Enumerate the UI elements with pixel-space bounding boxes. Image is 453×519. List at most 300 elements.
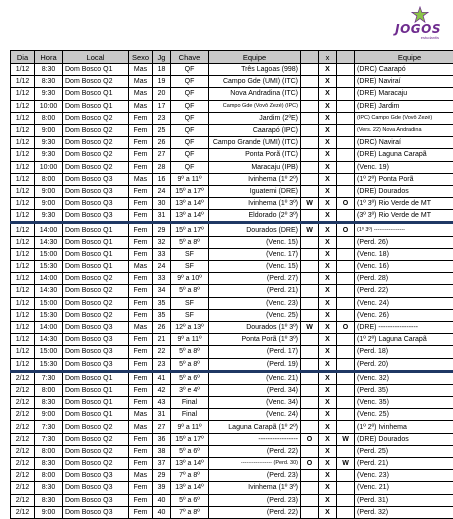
col-sexo-cell: Fem: [129, 124, 153, 136]
col-chave-cell: 5º a 8º: [171, 236, 209, 248]
col-equipe-a-cell: (Venc. 23): [209, 297, 301, 309]
col-chave-cell: QF: [171, 149, 209, 161]
col-equipe-a-cell: Jardim (2ºE): [209, 112, 301, 124]
col-x-cell: X: [319, 285, 337, 297]
col-dia-cell: 2/12: [11, 506, 35, 518]
col-jg-cell: 42: [153, 384, 171, 396]
col-equipe-a-cell: (Venc. 15): [209, 236, 301, 248]
col-score-a-cell: [301, 273, 319, 285]
col-hora-cell: 7:30: [35, 371, 63, 384]
col-hora-cell: 8:30: [35, 494, 63, 506]
col-equipe-a-cell: Ponta Porã (ITC): [209, 149, 301, 161]
col-score-b-cell: [337, 261, 355, 273]
col-hora-cell: 14:30: [35, 334, 63, 346]
col-chave-cell: Final: [171, 409, 209, 421]
col-local-cell: Dom Bosco Q2: [63, 124, 129, 136]
col-x-cell: X: [319, 409, 337, 421]
col-dia-cell: 1/12: [11, 358, 35, 371]
col-x-cell: X: [319, 506, 337, 518]
col-jg-cell: 39: [153, 482, 171, 494]
col-local-cell: Dom Bosco Q2: [63, 76, 129, 88]
col-sexo-cell: Mas: [129, 470, 153, 482]
col-equipe-b-cell: (Perd. 21): [355, 458, 453, 470]
col-score-a-cell: [301, 236, 319, 248]
col-equipe-a-cell: -----------------: [209, 433, 301, 445]
col-hora-cell: 7:30: [35, 433, 63, 445]
col-jg-header: Jg: [153, 51, 171, 64]
col-dia-cell: 1/12: [11, 236, 35, 248]
col-jg-cell: 35: [153, 309, 171, 321]
col-sexo-cell: Fem: [129, 248, 153, 260]
col-jg-cell: 29: [153, 470, 171, 482]
col-equipe-a-cell: (Venc. 25): [209, 309, 301, 321]
table-row: [11, 124, 453, 136]
col-equipe-b-cell: (Venc. 24): [355, 297, 453, 309]
col-sexo-cell: Fem: [129, 371, 153, 384]
col-equipe-a-cell: ----------------- (Perd. 30): [209, 458, 301, 470]
col-dia-cell: 1/12: [11, 64, 35, 76]
col-dia-cell: 1/12: [11, 198, 35, 210]
table-row: [11, 112, 453, 124]
col-score-b-cell: [337, 112, 355, 124]
col-hora-cell: 15:30: [35, 358, 63, 371]
col-equipe-b-cell: (1º 3º) -----------------: [355, 223, 453, 236]
col-equipe-a-cell: Laguna Carapã (1º 2º): [209, 421, 301, 433]
col-local-cell: Dom Bosco Q3: [63, 506, 129, 518]
col-equipe-b-cell: (1º 2º) Laguna Carapã: [355, 334, 453, 346]
col-jg-cell: 29: [153, 223, 171, 236]
col-x-cell: X: [319, 64, 337, 76]
col-hora-cell: 9:00: [35, 506, 63, 518]
col-local-cell: Dom Bosco Q2: [63, 297, 129, 309]
table-row: [11, 470, 453, 482]
col-equipe-b-cell: (DRE) Dourados: [355, 433, 453, 445]
col-score-b-header: [337, 51, 355, 64]
col-dia-cell: 1/12: [11, 309, 35, 321]
col-x-cell: X: [319, 321, 337, 333]
col-x-cell: X: [319, 421, 337, 433]
col-score-a-cell: [301, 137, 319, 149]
col-score-b-cell: [337, 334, 355, 346]
col-equipe-a-cell: Campo Gde (UMI) (ITC): [209, 76, 301, 88]
col-equipe-b-cell: (Perd. 28): [355, 273, 453, 285]
col-score-a-cell: [301, 371, 319, 384]
col-score-a-cell: [301, 112, 319, 124]
col-chave-cell: 9º a 11º: [171, 421, 209, 433]
col-chave-cell: 9º a 11º: [171, 334, 209, 346]
col-chave-cell: QF: [171, 112, 209, 124]
col-score-a-cell: [301, 346, 319, 358]
table-row: [11, 409, 453, 421]
col-sexo-cell: Fem: [129, 137, 153, 149]
col-equipe-b-cell: (Venc. 21): [355, 482, 453, 494]
col-chave-cell: 13º a 14º: [171, 198, 209, 210]
col-score-b-cell: [337, 358, 355, 371]
col-score-a-cell: W: [301, 198, 319, 210]
col-chave-cell: SF: [171, 261, 209, 273]
col-chave-cell: Final: [171, 397, 209, 409]
table-row: [11, 236, 453, 248]
col-hora-cell: 8:30: [35, 64, 63, 76]
col-equipe-a-cell: Dourados (1º 3º): [209, 321, 301, 333]
col-score-b-cell: [337, 185, 355, 197]
table-row: [11, 421, 453, 433]
col-hora-cell: 14:00: [35, 321, 63, 333]
col-dia-cell: 1/12: [11, 248, 35, 260]
col-equipe-b-cell: (Venc. 23): [355, 470, 453, 482]
col-x-cell: X: [319, 100, 337, 112]
col-dia-cell: 2/12: [11, 421, 35, 433]
table-row: [11, 223, 453, 236]
col-score-a-cell: [301, 88, 319, 100]
table-row: [11, 88, 453, 100]
table-row: [11, 100, 453, 112]
table-row: [11, 161, 453, 173]
col-dia-header: Dia: [11, 51, 35, 64]
col-local-cell: Dom Bosco Q3: [63, 494, 129, 506]
col-x-cell: X: [319, 384, 337, 396]
col-local-cell: Dom Bosco Q1: [63, 371, 129, 384]
col-dia-cell: 2/12: [11, 371, 35, 384]
col-score-b-cell: O: [337, 198, 355, 210]
col-sexo-cell: Fem: [129, 161, 153, 173]
col-equipe-a-cell: (Perd. 21): [209, 285, 301, 297]
col-equipe-b-cell: (Perd. 31): [355, 494, 453, 506]
table-body: [11, 64, 453, 519]
col-score-a-cell: O: [301, 433, 319, 445]
col-score-a-cell: W: [301, 321, 319, 333]
col-equipe-b-cell: (Perd. 32): [355, 506, 453, 518]
col-dia-cell: 2/12: [11, 445, 35, 457]
col-dia-cell: 1/12: [11, 185, 35, 197]
col-local-cell: Dom Bosco Q3: [63, 358, 129, 371]
col-sexo-cell: Mas: [129, 321, 153, 333]
col-jg-cell: 18: [153, 64, 171, 76]
col-chave-cell: 7º a 8º: [171, 506, 209, 518]
col-sexo-cell: Fem: [129, 445, 153, 457]
col-chave-cell: QF: [171, 64, 209, 76]
col-x-cell: X: [319, 445, 337, 457]
col-equipe-b-cell: (1º 2º) Ivinhema: [355, 421, 453, 433]
col-jg-cell: 25: [153, 124, 171, 136]
col-local-cell: Dom Bosco Q2: [63, 273, 129, 285]
col-x-cell: X: [319, 397, 337, 409]
col-x-cell: X: [319, 112, 337, 124]
col-equipe-a-cell: Dourados (DRE): [209, 223, 301, 236]
col-chave-cell: SF: [171, 248, 209, 260]
col-hora-cell: 9:00: [35, 409, 63, 421]
col-hora-header: Hora: [35, 51, 63, 64]
col-hora-cell: 15:00: [35, 297, 63, 309]
col-equipe-a-cell: (Perd. 17): [209, 346, 301, 358]
col-equipe-b-cell: (DRE) Jardim: [355, 100, 453, 112]
col-local-cell: Dom Bosco Q3: [63, 173, 129, 185]
col-equipe-b-header: Equipe: [355, 51, 453, 64]
col-hora-cell: 10:00: [35, 161, 63, 173]
table-row: [11, 273, 453, 285]
table-row: [11, 321, 453, 333]
col-hora-cell: 8:30: [35, 397, 63, 409]
col-sexo-cell: Fem: [129, 397, 153, 409]
col-dia-cell: 1/12: [11, 112, 35, 124]
col-equipe-b-cell: (3º 3º) Rio Verde de MT: [355, 210, 453, 223]
col-hora-cell: 7:30: [35, 421, 63, 433]
col-score-a-header: [301, 51, 319, 64]
col-chave-cell: 9º a 11º: [171, 173, 209, 185]
col-score-b-cell: [337, 76, 355, 88]
col-jg-cell: 33: [153, 273, 171, 285]
col-x-cell: X: [319, 309, 337, 321]
col-score-a-cell: [301, 470, 319, 482]
col-equipe-a-cell: Três Lagoas (998): [209, 64, 301, 76]
col-chave-cell: 15º a 17º: [171, 185, 209, 197]
col-sexo-cell: Fem: [129, 273, 153, 285]
col-score-b-cell: [337, 273, 355, 285]
col-local-cell: Dom Bosco Q2: [63, 445, 129, 457]
col-equipe-b-cell: (DRE) Laguna Carapã: [355, 149, 453, 161]
col-dia-cell: 1/12: [11, 124, 35, 136]
col-score-a-cell: [301, 185, 319, 197]
col-sexo-cell: Mas: [129, 173, 153, 185]
col-dia-cell: 2/12: [11, 409, 35, 421]
col-chave-cell: 7º a 8º: [171, 470, 209, 482]
col-score-b-cell: [337, 384, 355, 396]
col-chave-cell: 13º a 14º: [171, 210, 209, 223]
col-sexo-cell: Fem: [129, 297, 153, 309]
col-x-cell: X: [319, 76, 337, 88]
col-score-b-cell: [337, 88, 355, 100]
col-x-cell: X: [319, 433, 337, 445]
col-x-header: x: [319, 51, 337, 64]
table-row: [11, 297, 453, 309]
col-sexo-cell: Mas: [129, 76, 153, 88]
col-hora-cell: 8:00: [35, 173, 63, 185]
col-x-cell: X: [319, 494, 337, 506]
col-dia-cell: 1/12: [11, 273, 35, 285]
col-equipe-b-cell: (1º 2º) Ponta Porã: [355, 173, 453, 185]
col-jg-cell: 40: [153, 494, 171, 506]
col-equipe-a-cell: Caarapó (IPC): [209, 124, 301, 136]
table-row: [11, 371, 453, 384]
col-chave-cell: 5º a 6º: [171, 494, 209, 506]
col-score-a-cell: [301, 309, 319, 321]
col-score-b-cell: [337, 64, 355, 76]
table-row: [11, 433, 453, 445]
col-local-cell: Dom Bosco Q2: [63, 421, 129, 433]
col-score-b-cell: [337, 421, 355, 433]
col-dia-cell: 2/12: [11, 384, 35, 396]
col-x-cell: X: [319, 137, 337, 149]
table-header-row: [11, 51, 453, 64]
col-jg-cell: 21: [153, 334, 171, 346]
col-sexo-cell: Fem: [129, 458, 153, 470]
col-score-b-cell: [337, 506, 355, 518]
col-equipe-a-cell: Campo Grande (UMI) (ITC): [209, 137, 301, 149]
col-sexo-cell: Mas: [129, 261, 153, 273]
col-equipe-a-cell: Maracaju (IPB): [209, 161, 301, 173]
col-hora-cell: 15:30: [35, 309, 63, 321]
col-score-a-cell: [301, 482, 319, 494]
col-x-cell: X: [319, 346, 337, 358]
col-local-cell: Dom Bosco Q3: [63, 334, 129, 346]
col-dia-cell: 1/12: [11, 321, 35, 333]
schedule-table: [10, 50, 453, 519]
col-chave-cell: SF: [171, 309, 209, 321]
col-sexo-cell: Fem: [129, 506, 153, 518]
col-equipe-a-cell: Iguatemi (DRE): [209, 185, 301, 197]
table-row: [11, 346, 453, 358]
col-hora-cell: 9:00: [35, 185, 63, 197]
col-chave-cell: 13º a 14º: [171, 482, 209, 494]
col-hora-cell: 9:30: [35, 88, 63, 100]
col-dia-cell: 2/12: [11, 433, 35, 445]
table-row: [11, 309, 453, 321]
col-local-cell: Dom Bosco Q2: [63, 433, 129, 445]
col-equipe-a-cell: Campo Gde (Vovô Zezé) (IPC): [209, 100, 301, 112]
col-sexo-cell: Mas: [129, 421, 153, 433]
col-score-a-cell: [301, 421, 319, 433]
col-local-cell: Dom Bosco Q2: [63, 149, 129, 161]
col-score-a-cell: [301, 409, 319, 421]
col-score-a-cell: [301, 124, 319, 136]
col-jg-cell: 22: [153, 346, 171, 358]
col-sexo-cell: Fem: [129, 285, 153, 297]
col-local-cell: Dom Bosco Q1: [63, 88, 129, 100]
col-equipe-b-cell: (Perd. 18): [355, 346, 453, 358]
col-jg-cell: 23: [153, 112, 171, 124]
col-equipe-a-cell: (Perd. 22): [209, 445, 301, 457]
col-dia-cell: 1/12: [11, 76, 35, 88]
col-hora-cell: 8:00: [35, 384, 63, 396]
col-jg-cell: 35: [153, 297, 171, 309]
col-chave-cell: 5º a 8º: [171, 358, 209, 371]
col-score-b-cell: [337, 346, 355, 358]
table-row: [11, 445, 453, 457]
logo-sub: estudantis: [421, 35, 439, 40]
col-jg-cell: 16: [153, 173, 171, 185]
col-dia-cell: 1/12: [11, 223, 35, 236]
col-jg-cell: 30: [153, 198, 171, 210]
col-jg-cell: 27: [153, 421, 171, 433]
col-jg-cell: 24: [153, 261, 171, 273]
col-score-b-cell: [337, 285, 355, 297]
col-score-a-cell: [301, 384, 319, 396]
col-dia-cell: 1/12: [11, 149, 35, 161]
col-local-cell: Dom Bosco Q1: [63, 100, 129, 112]
col-equipe-a-cell: Ivinhema (1º 2º): [209, 173, 301, 185]
col-equipe-b-cell: (DRE) Dourados: [355, 185, 453, 197]
col-equipe-b-cell: (Perd. 35): [355, 384, 453, 396]
col-chave-cell: 15º a 17º: [171, 223, 209, 236]
col-local-cell: Dom Bosco Q2: [63, 458, 129, 470]
table-row: [11, 334, 453, 346]
col-sexo-cell: Fem: [129, 433, 153, 445]
col-sexo-cell: Mas: [129, 409, 153, 421]
col-dia-cell: 1/12: [11, 88, 35, 100]
col-equipe-a-cell: (Perd. 27): [209, 273, 301, 285]
col-hora-cell: 9:30: [35, 149, 63, 161]
col-x-cell: X: [319, 185, 337, 197]
col-equipe-a-cell: Nova Andradina (ITC): [209, 88, 301, 100]
table-row: [11, 210, 453, 223]
col-x-cell: X: [319, 236, 337, 248]
col-equipe-a-cell: (Perd. 34): [209, 384, 301, 396]
col-chave-cell: 5º a 8º: [171, 285, 209, 297]
col-score-b-cell: [337, 173, 355, 185]
col-dia-cell: 2/12: [11, 470, 35, 482]
table-row: [11, 397, 453, 409]
col-sexo-cell: Fem: [129, 309, 153, 321]
col-hora-cell: 8:00: [35, 445, 63, 457]
col-jg-cell: 37: [153, 458, 171, 470]
col-equipe-b-cell: (DRC) Caarapó: [355, 64, 453, 76]
col-score-b-cell: [337, 470, 355, 482]
col-dia-cell: 2/12: [11, 494, 35, 506]
col-chave-cell: 3º e 4º: [171, 384, 209, 396]
col-score-b-cell: [337, 100, 355, 112]
col-jg-cell: 31: [153, 409, 171, 421]
col-chave-cell: 15º a 17º: [171, 433, 209, 445]
col-score-a-cell: W: [301, 223, 319, 236]
col-jg-cell: 41: [153, 371, 171, 384]
col-score-a-cell: [301, 149, 319, 161]
table-row: [11, 494, 453, 506]
col-score-b-cell: [337, 161, 355, 173]
col-equipe-b-cell: (DRE) Naviraí: [355, 76, 453, 88]
col-sexo-cell: Fem: [129, 149, 153, 161]
col-dia-cell: 1/12: [11, 261, 35, 273]
col-x-cell: X: [319, 173, 337, 185]
col-score-a-cell: [301, 285, 319, 297]
col-hora-cell: 9:30: [35, 137, 63, 149]
col-score-a-cell: [301, 100, 319, 112]
col-score-b-cell: O: [337, 321, 355, 333]
logo-word: JOGOS: [395, 22, 441, 36]
col-equipe-b-cell: (DRE) Maracaju: [355, 88, 453, 100]
col-sexo-cell: Fem: [129, 334, 153, 346]
col-score-a-cell: [301, 161, 319, 173]
col-dia-cell: 2/12: [11, 482, 35, 494]
col-x-cell: X: [319, 261, 337, 273]
col-local-cell: Dom Bosco Q3: [63, 321, 129, 333]
table-row: [11, 76, 453, 88]
col-equipe-a-cell: (Venc. 17): [209, 248, 301, 260]
col-score-a-cell: [301, 358, 319, 371]
col-equipe-a-cell: (Perd. 23): [209, 470, 301, 482]
col-score-b-cell: [337, 236, 355, 248]
table-row: [11, 149, 453, 161]
col-sexo-cell: Fem: [129, 236, 153, 248]
col-hora-cell: 15:00: [35, 346, 63, 358]
col-equipe-b-cell: (Venc. 25): [355, 409, 453, 421]
col-chave-cell: QF: [171, 76, 209, 88]
col-chave-cell: 13º a 14º: [171, 458, 209, 470]
col-score-b-cell: [337, 137, 355, 149]
col-sexo-cell: Fem: [129, 112, 153, 124]
col-equipe-b-cell: (Perd. 26): [355, 236, 453, 248]
col-local-cell: Dom Bosco Q2: [63, 309, 129, 321]
col-hora-cell: 14:30: [35, 236, 63, 248]
col-jg-cell: 32: [153, 236, 171, 248]
col-equipe-b-cell: (Venc. 32): [355, 371, 453, 384]
jogos-logo: [381, 6, 441, 40]
col-x-cell: X: [319, 334, 337, 346]
col-chave-cell: QF: [171, 100, 209, 112]
col-local-cell: Dom Bosco Q2: [63, 285, 129, 297]
col-sexo-cell: Mas: [129, 100, 153, 112]
col-equipe-b-cell: (Perd. 20): [355, 358, 453, 371]
col-score-a-cell: [301, 297, 319, 309]
